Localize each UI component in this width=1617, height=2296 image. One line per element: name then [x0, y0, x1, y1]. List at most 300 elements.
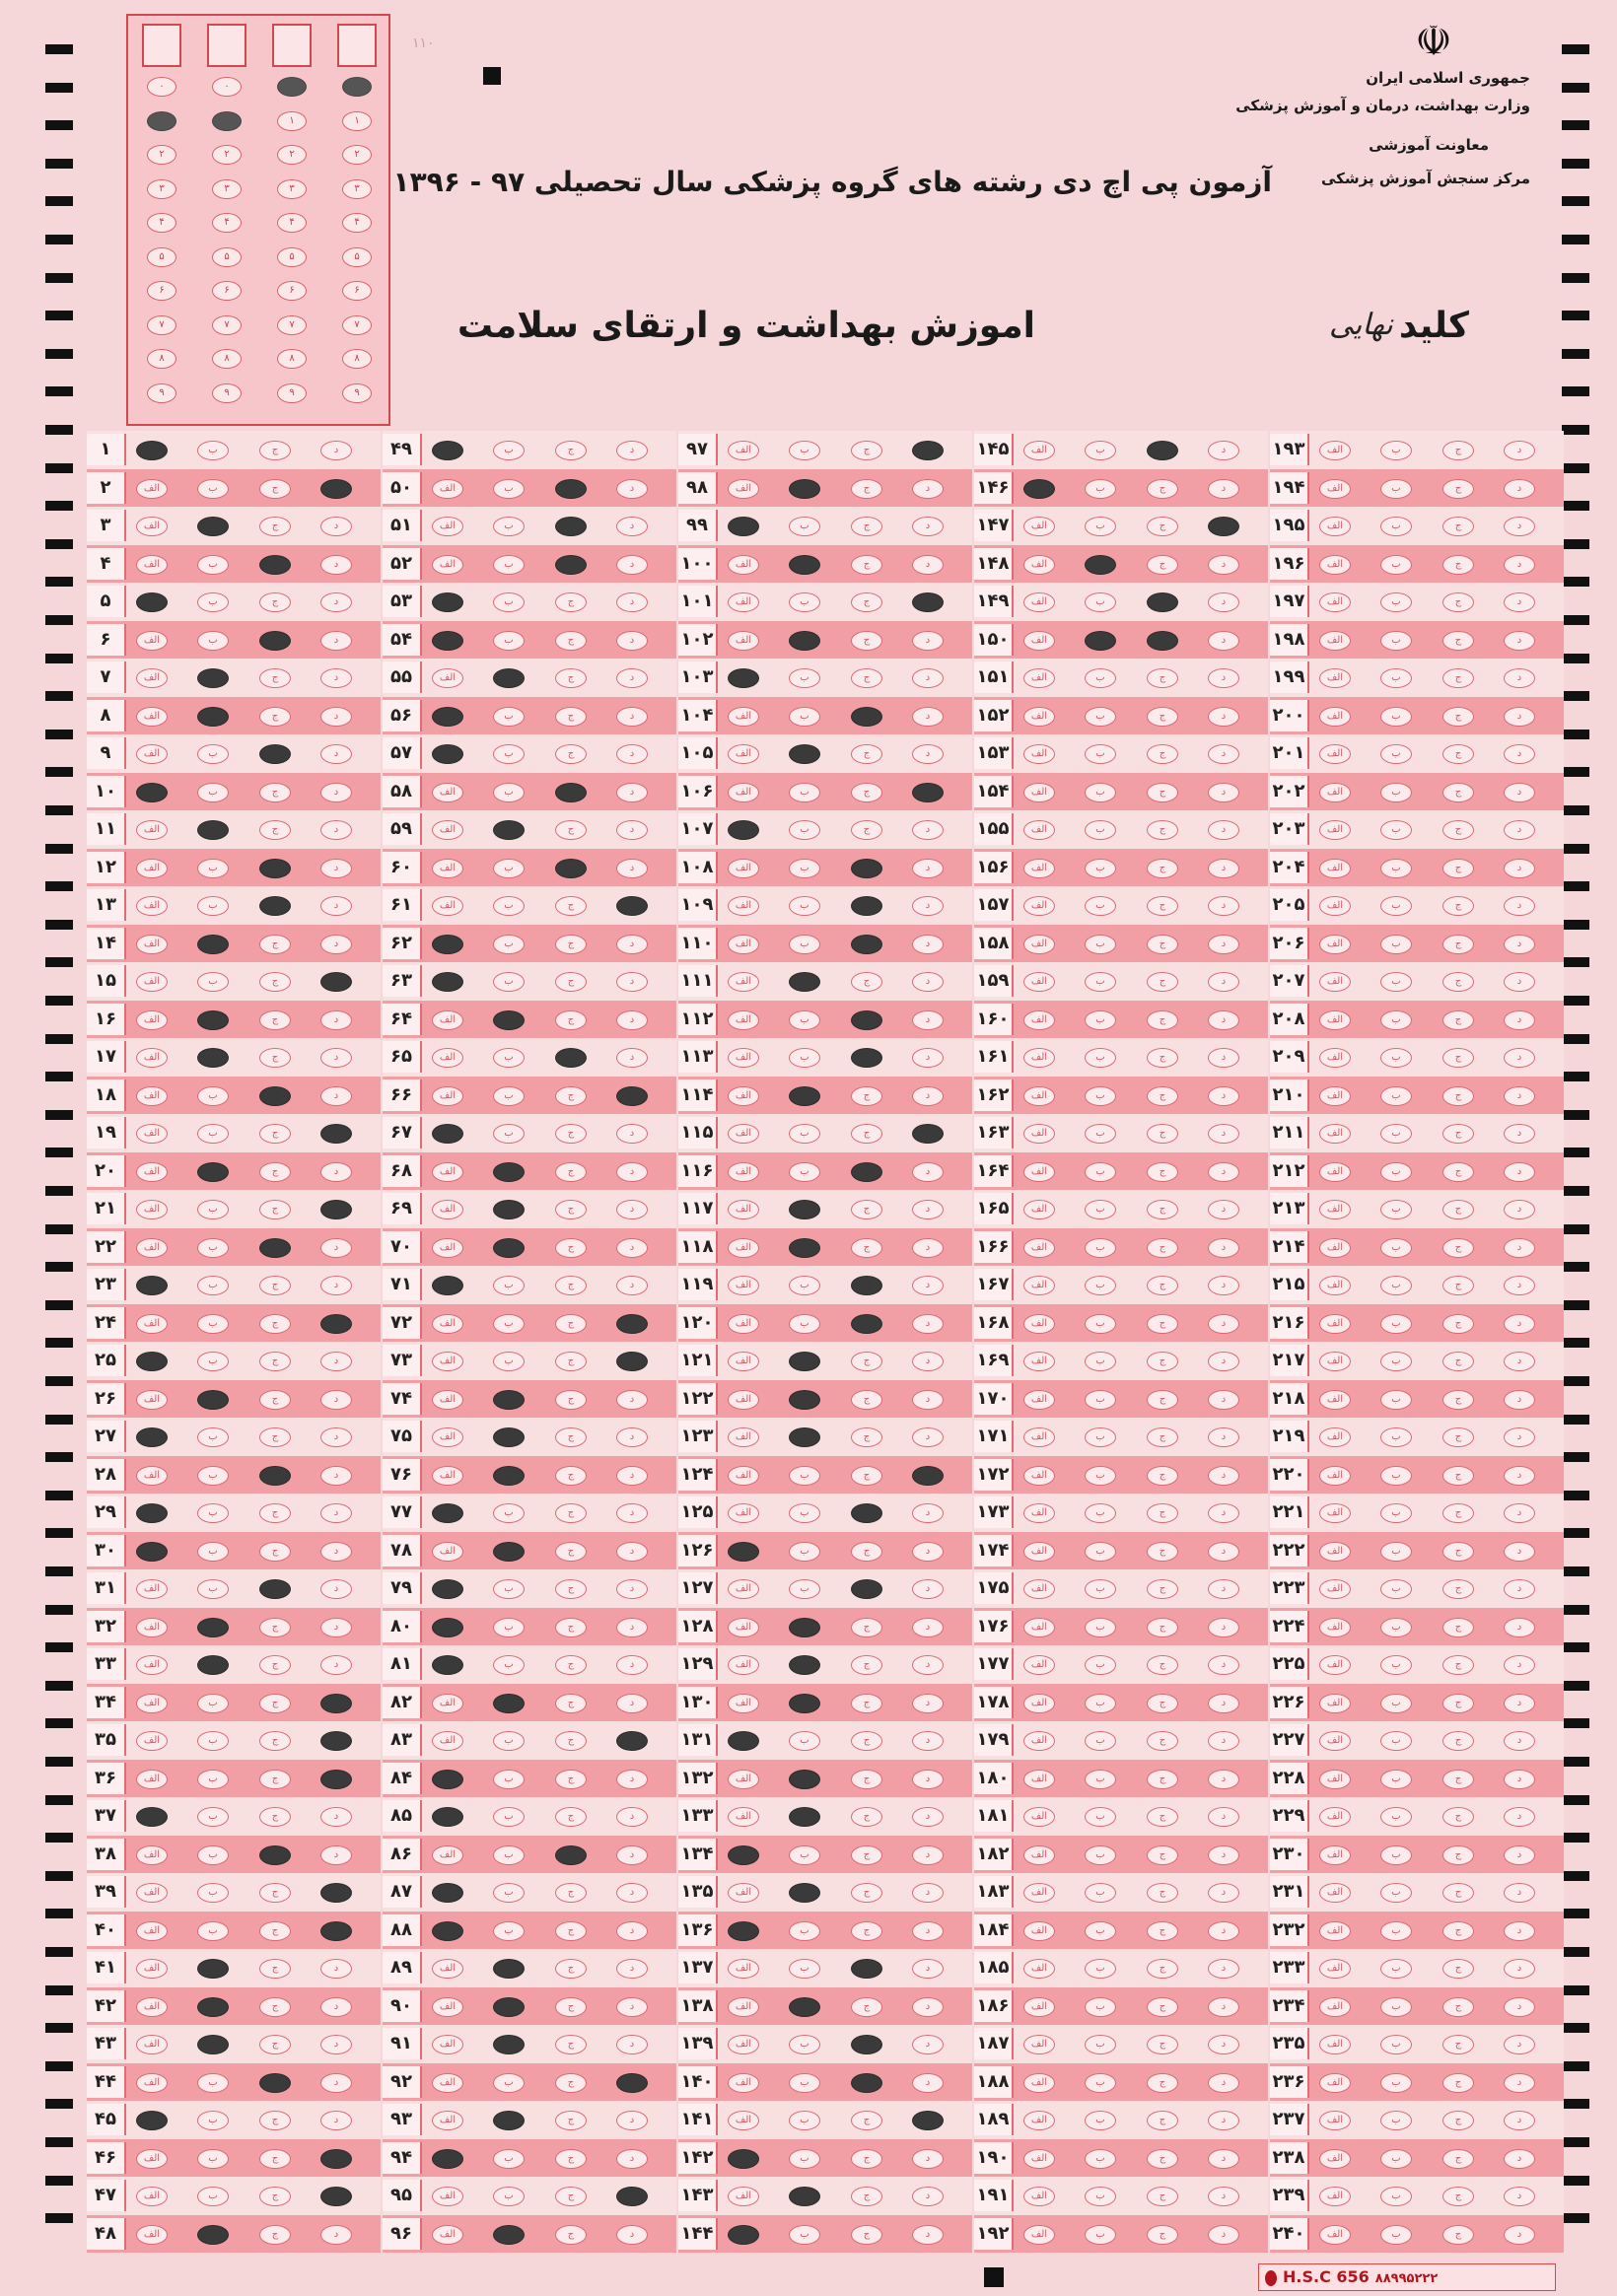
answer-bubble[interactable]: د — [320, 1807, 352, 1827]
answer-bubble[interactable]: ب — [1085, 1770, 1116, 1789]
answer-bubble[interactable] — [789, 555, 820, 575]
answer-bubble[interactable]: ج — [1147, 1694, 1178, 1713]
answer-bubble[interactable]: د — [320, 2035, 352, 2054]
answer-bubble[interactable]: ب — [1085, 2225, 1116, 2245]
answer-bubble[interactable]: الف — [728, 2111, 759, 2130]
answer-bubble[interactable]: ج — [851, 479, 882, 499]
answer-bubble[interactable]: د — [1504, 1314, 1535, 1334]
code-bubble[interactable]: ۶ — [277, 281, 307, 301]
answer-bubble[interactable]: د — [320, 2073, 352, 2093]
answer-bubble[interactable]: ج — [1442, 744, 1474, 764]
answer-bubble[interactable]: ج — [1442, 1921, 1474, 1941]
answer-bubble[interactable]: ب — [1380, 668, 1412, 688]
answer-bubble[interactable]: د — [1208, 1238, 1239, 1258]
answer-bubble[interactable]: ب — [1085, 1542, 1116, 1562]
code-bubble[interactable]: ۴ — [277, 213, 307, 233]
answer-bubble[interactable]: الف — [136, 668, 168, 688]
answer-bubble[interactable]: د — [320, 1238, 352, 1258]
answer-bubble[interactable]: الف — [728, 1238, 759, 1258]
answer-bubble[interactable]: د — [320, 783, 352, 802]
code-digit-box[interactable] — [272, 24, 312, 67]
answer-bubble[interactable]: د — [1208, 1959, 1239, 1979]
answer-bubble[interactable]: ج — [1442, 1997, 1474, 2017]
answer-bubble[interactable]: ب — [493, 441, 525, 460]
answer-bubble[interactable]: ب — [493, 1048, 525, 1068]
answer-bubble[interactable]: د — [616, 631, 648, 651]
answer-bubble[interactable]: د — [1504, 1542, 1535, 1562]
answer-bubble[interactable]: الف — [1023, 2187, 1055, 2206]
answer-bubble[interactable]: ب — [1085, 441, 1116, 460]
answer-bubble[interactable]: ج — [851, 1466, 882, 1486]
answer-bubble[interactable]: ج — [1442, 1655, 1474, 1675]
answer-bubble[interactable]: ب — [1085, 972, 1116, 992]
answer-bubble[interactable]: ب — [1380, 1314, 1412, 1334]
answer-bubble[interactable]: ج — [1442, 2149, 1474, 2169]
answer-bubble[interactable]: ج — [259, 1694, 291, 1713]
answer-bubble[interactable]: ج — [851, 972, 882, 992]
answer-bubble[interactable]: ج — [555, 820, 587, 840]
answer-bubble[interactable]: ب — [789, 783, 820, 802]
answer-bubble[interactable]: الف — [1319, 1770, 1351, 1789]
answer-bubble[interactable]: الف — [1023, 1124, 1055, 1144]
answer-bubble[interactable]: ب — [493, 859, 525, 878]
answer-bubble[interactable]: ج — [851, 2111, 882, 2130]
answer-bubble[interactable]: ج — [259, 1921, 291, 1941]
answer-bubble[interactable]: ج — [259, 1770, 291, 1789]
answer-bubble[interactable] — [728, 1921, 759, 1941]
answer-bubble[interactable]: الف — [728, 1694, 759, 1713]
answer-bubble[interactable] — [197, 2225, 229, 2245]
answer-bubble[interactable]: الف — [1023, 1314, 1055, 1334]
answer-bubble[interactable]: ج — [1442, 1010, 1474, 1030]
answer-bubble[interactable]: د — [912, 1048, 944, 1068]
answer-bubble[interactable]: ج — [1442, 1845, 1474, 1865]
answer-bubble[interactable]: د — [320, 1352, 352, 1371]
answer-bubble[interactable]: ب — [1380, 1466, 1412, 1486]
answer-bubble[interactable]: ب — [1380, 2073, 1412, 2093]
answer-bubble[interactable] — [728, 820, 759, 840]
answer-bubble[interactable]: ج — [851, 668, 882, 688]
answer-bubble[interactable]: ج — [259, 1807, 291, 1827]
answer-bubble[interactable] — [432, 972, 463, 992]
answer-bubble[interactable]: د — [1208, 1010, 1239, 1030]
answer-bubble[interactable]: د — [1208, 1579, 1239, 1599]
answer-bubble[interactable]: الف — [1319, 1694, 1351, 1713]
answer-bubble[interactable]: ب — [1085, 1579, 1116, 1599]
answer-bubble[interactable] — [259, 2073, 291, 2093]
answer-bubble[interactable]: د — [320, 1162, 352, 1182]
answer-bubble[interactable]: ب — [789, 2073, 820, 2093]
answer-bubble[interactable]: الف — [136, 2225, 168, 2245]
answer-bubble[interactable]: ج — [1442, 972, 1474, 992]
answer-bubble[interactable]: د — [320, 707, 352, 727]
answer-bubble[interactable]: الف — [1023, 1200, 1055, 1219]
answer-bubble[interactable]: ب — [789, 1314, 820, 1334]
code-bubble[interactable]: ۵ — [342, 247, 372, 267]
answer-bubble[interactable]: ب — [197, 1276, 229, 1295]
answer-bubble[interactable]: ج — [1442, 783, 1474, 802]
answer-bubble[interactable]: ب — [1085, 1427, 1116, 1447]
answer-bubble[interactable] — [789, 1655, 820, 1675]
answer-bubble[interactable]: الف — [1319, 1162, 1351, 1182]
answer-bubble[interactable]: الف — [1023, 2073, 1055, 2093]
code-bubble[interactable]: ۷ — [342, 315, 372, 335]
answer-bubble[interactable]: الف — [728, 1200, 759, 1219]
answer-bubble[interactable]: ج — [1147, 1655, 1178, 1675]
answer-bubble[interactable]: الف — [1319, 1921, 1351, 1941]
answer-bubble[interactable]: ب — [493, 1845, 525, 1865]
answer-bubble[interactable]: ج — [259, 1162, 291, 1182]
answer-bubble[interactable]: الف — [432, 555, 463, 575]
answer-bubble[interactable]: د — [616, 1238, 648, 1258]
code-bubble[interactable] — [212, 111, 242, 131]
answer-bubble[interactable] — [912, 1124, 944, 1144]
answer-bubble[interactable] — [789, 1086, 820, 1106]
answer-bubble[interactable]: ب — [1085, 1276, 1116, 1295]
answer-bubble[interactable]: د — [1208, 1314, 1239, 1334]
answer-bubble[interactable]: ج — [1442, 1466, 1474, 1486]
answer-bubble[interactable]: د — [1504, 1427, 1535, 1447]
answer-bubble[interactable] — [851, 1959, 882, 1979]
answer-bubble[interactable]: ب — [1085, 517, 1116, 536]
answer-bubble[interactable]: د — [1208, 1276, 1239, 1295]
answer-bubble[interactable]: الف — [136, 1466, 168, 1486]
answer-bubble[interactable]: ج — [1442, 1807, 1474, 1827]
answer-bubble[interactable]: الف — [1023, 2225, 1055, 2245]
answer-bubble[interactable]: ب — [789, 1503, 820, 1523]
answer-bubble[interactable]: ب — [197, 2111, 229, 2130]
answer-bubble[interactable] — [432, 2149, 463, 2169]
answer-bubble[interactable]: د — [912, 1427, 944, 1447]
answer-bubble[interactable]: الف — [728, 1997, 759, 2017]
answer-bubble[interactable]: د — [1208, 1124, 1239, 1144]
answer-bubble[interactable] — [197, 668, 229, 688]
answer-bubble[interactable]: ب — [1085, 1921, 1116, 1941]
answer-bubble[interactable]: د — [912, 935, 944, 954]
answer-bubble[interactable]: ج — [1147, 1466, 1178, 1486]
answer-bubble[interactable]: الف — [728, 1807, 759, 1827]
answer-bubble[interactable] — [259, 744, 291, 764]
answer-bubble[interactable]: ب — [493, 2073, 525, 2093]
answer-bubble[interactable] — [197, 1618, 229, 1637]
answer-bubble[interactable]: ب — [1380, 1845, 1412, 1865]
answer-bubble[interactable]: الف — [1319, 479, 1351, 499]
answer-bubble[interactable] — [320, 2187, 352, 2206]
answer-bubble[interactable]: د — [1504, 592, 1535, 612]
answer-bubble[interactable]: ب — [789, 820, 820, 840]
answer-bubble[interactable]: الف — [728, 1579, 759, 1599]
code-bubble[interactable]: ۱ — [277, 111, 307, 131]
answer-bubble[interactable]: د — [912, 2187, 944, 2206]
answer-bubble[interactable]: ب — [1085, 896, 1116, 916]
answer-bubble[interactable] — [1208, 517, 1239, 536]
answer-bubble[interactable]: د — [616, 2225, 648, 2245]
answer-bubble[interactable]: الف — [136, 2035, 168, 2054]
answer-bubble[interactable]: د — [1504, 1883, 1535, 1903]
answer-bubble[interactable] — [320, 972, 352, 992]
answer-bubble[interactable]: الف — [1319, 935, 1351, 954]
answer-bubble[interactable]: د — [912, 2035, 944, 2054]
answer-bubble[interactable]: الف — [136, 1124, 168, 1144]
answer-bubble[interactable]: ب — [1085, 1390, 1116, 1410]
answer-bubble[interactable]: ج — [259, 1276, 291, 1295]
answer-bubble[interactable]: ب — [789, 2111, 820, 2130]
answer-bubble[interactable] — [493, 1427, 525, 1447]
answer-bubble[interactable]: ب — [1380, 517, 1412, 536]
answer-bubble[interactable] — [432, 1618, 463, 1637]
answer-bubble[interactable]: ب — [493, 1314, 525, 1334]
answer-bubble[interactable] — [616, 1352, 648, 1371]
answer-bubble[interactable]: د — [1504, 1124, 1535, 1144]
answer-bubble[interactable]: الف — [1023, 972, 1055, 992]
answer-bubble[interactable]: ج — [851, 2149, 882, 2169]
answer-bubble[interactable] — [432, 592, 463, 612]
answer-bubble[interactable]: ب — [1380, 479, 1412, 499]
code-bubble[interactable]: ۲ — [212, 145, 242, 165]
answer-bubble[interactable]: ج — [1147, 555, 1178, 575]
answer-bubble[interactable]: د — [320, 744, 352, 764]
answer-bubble[interactable]: ج — [555, 1770, 587, 1789]
answer-bubble[interactable]: الف — [1023, 1883, 1055, 1903]
answer-bubble[interactable]: د — [320, 592, 352, 612]
answer-bubble[interactable]: الف — [1023, 820, 1055, 840]
answer-bubble[interactable]: ج — [1147, 1883, 1178, 1903]
answer-bubble[interactable]: ب — [197, 744, 229, 764]
answer-bubble[interactable]: ج — [1147, 1390, 1178, 1410]
answer-bubble[interactable]: د — [1504, 707, 1535, 727]
answer-bubble[interactable]: ب — [1380, 2225, 1412, 2245]
answer-bubble[interactable]: د — [1208, 2073, 1239, 2093]
answer-bubble[interactable]: ج — [259, 1048, 291, 1068]
answer-bubble[interactable]: د — [1208, 1694, 1239, 1713]
answer-bubble[interactable]: ب — [789, 2149, 820, 2169]
answer-bubble[interactable]: الف — [136, 1048, 168, 1068]
answer-bubble[interactable] — [136, 1807, 168, 1827]
answer-bubble[interactable]: د — [616, 1997, 648, 2017]
answer-bubble[interactable]: الف — [136, 1618, 168, 1637]
answer-bubble[interactable] — [616, 2073, 648, 2093]
answer-bubble[interactable]: الف — [1023, 1352, 1055, 1371]
answer-bubble[interactable] — [136, 1542, 168, 1562]
answer-bubble[interactable]: ج — [555, 2035, 587, 2054]
answer-bubble[interactable] — [432, 1770, 463, 1789]
answer-bubble[interactable]: ج — [1147, 935, 1178, 954]
answer-bubble[interactable]: الف — [432, 2111, 463, 2130]
answer-bubble[interactable] — [432, 1579, 463, 1599]
answer-bubble[interactable]: ج — [1442, 1427, 1474, 1447]
answer-bubble[interactable]: د — [616, 1427, 648, 1447]
answer-bubble[interactable]: د — [320, 441, 352, 460]
answer-bubble[interactable]: ج — [259, 1427, 291, 1447]
answer-bubble[interactable]: الف — [1023, 1503, 1055, 1523]
answer-bubble[interactable] — [616, 1314, 648, 1334]
answer-bubble[interactable]: د — [1208, 1162, 1239, 1182]
answer-bubble[interactable]: د — [912, 972, 944, 992]
answer-bubble[interactable]: ب — [197, 2149, 229, 2169]
answer-bubble[interactable]: الف — [1319, 1542, 1351, 1562]
answer-bubble[interactable] — [789, 1883, 820, 1903]
answer-bubble[interactable]: ج — [851, 555, 882, 575]
answer-bubble[interactable]: ج — [555, 1959, 587, 1979]
answer-bubble[interactable]: ج — [1442, 1503, 1474, 1523]
answer-bubble[interactable]: ب — [1085, 783, 1116, 802]
answer-bubble[interactable]: الف — [1319, 517, 1351, 536]
answer-bubble[interactable]: الف — [432, 668, 463, 688]
answer-bubble[interactable]: ج — [555, 707, 587, 727]
answer-bubble[interactable]: ب — [1380, 631, 1412, 651]
answer-bubble[interactable] — [136, 1427, 168, 1447]
answer-bubble[interactable]: ج — [851, 1921, 882, 1941]
answer-bubble[interactable]: ب — [493, 1655, 525, 1675]
answer-bubble[interactable]: ب — [789, 1542, 820, 1562]
answer-bubble[interactable]: الف — [136, 479, 168, 499]
answer-bubble[interactable]: الف — [1023, 1048, 1055, 1068]
answer-bubble[interactable]: ج — [1442, 441, 1474, 460]
answer-bubble[interactable]: ب — [493, 1276, 525, 1295]
answer-bubble[interactable]: د — [912, 2073, 944, 2093]
answer-bubble[interactable]: د — [1504, 1770, 1535, 1789]
answer-bubble[interactable] — [197, 1162, 229, 1182]
answer-bubble[interactable] — [493, 1238, 525, 1258]
code-bubble[interactable]: ۶ — [342, 281, 372, 301]
answer-bubble[interactable] — [259, 631, 291, 651]
answer-bubble[interactable]: ج — [1442, 1542, 1474, 1562]
answer-bubble[interactable]: ج — [555, 1883, 587, 1903]
answer-bubble[interactable]: ج — [555, 1010, 587, 1030]
answer-bubble[interactable]: ب — [1085, 1010, 1116, 1030]
answer-bubble[interactable]: د — [1504, 1352, 1535, 1371]
answer-bubble[interactable]: ب — [1380, 972, 1412, 992]
answer-bubble[interactable]: د — [320, 1276, 352, 1295]
answer-bubble[interactable]: ب — [1085, 1845, 1116, 1865]
answer-bubble[interactable]: د — [912, 1542, 944, 1562]
answer-bubble[interactable]: ب — [1085, 1124, 1116, 1144]
answer-bubble[interactable]: ب — [1380, 1048, 1412, 1068]
answer-bubble[interactable]: د — [616, 1959, 648, 1979]
answer-bubble[interactable] — [432, 441, 463, 460]
answer-bubble[interactable]: د — [320, 1010, 352, 1030]
answer-bubble[interactable]: الف — [432, 1314, 463, 1334]
answer-bubble[interactable] — [493, 1010, 525, 1030]
answer-bubble[interactable]: الف — [1319, 1731, 1351, 1751]
answer-bubble[interactable]: الف — [728, 1086, 759, 1106]
answer-bubble[interactable]: ب — [197, 1124, 229, 1144]
answer-bubble[interactable]: الف — [1319, 1579, 1351, 1599]
answer-bubble[interactable]: الف — [728, 1390, 759, 1410]
answer-bubble[interactable]: د — [1504, 1390, 1535, 1410]
answer-bubble[interactable]: ب — [493, 1503, 525, 1523]
answer-bubble[interactable]: د — [616, 2149, 648, 2169]
answer-bubble[interactable]: ب — [1085, 1314, 1116, 1334]
answer-bubble[interactable]: ب — [493, 555, 525, 575]
answer-bubble[interactable]: ب — [789, 859, 820, 878]
answer-bubble[interactable]: ج — [555, 1503, 587, 1523]
answer-bubble[interactable] — [197, 1390, 229, 1410]
answer-bubble[interactable] — [432, 1124, 463, 1144]
answer-bubble[interactable]: الف — [1023, 1959, 1055, 1979]
answer-bubble[interactable]: الف — [1319, 1124, 1351, 1144]
answer-bubble[interactable]: ج — [1147, 479, 1178, 499]
answer-bubble[interactable] — [728, 1845, 759, 1865]
answer-bubble[interactable]: د — [616, 1845, 648, 1865]
answer-bubble[interactable] — [851, 1010, 882, 1030]
answer-bubble[interactable]: د — [912, 1655, 944, 1675]
answer-bubble[interactable] — [851, 1048, 882, 1068]
answer-bubble[interactable]: د — [616, 668, 648, 688]
answer-bubble[interactable]: ب — [1380, 783, 1412, 802]
answer-bubble[interactable]: ج — [851, 783, 882, 802]
answer-bubble[interactable]: ج — [1442, 2225, 1474, 2245]
answer-bubble[interactable]: د — [320, 1086, 352, 1106]
answer-bubble[interactable] — [493, 1162, 525, 1182]
answer-bubble[interactable] — [320, 1770, 352, 1789]
answer-bubble[interactable]: د — [320, 1390, 352, 1410]
answer-bubble[interactable]: ج — [1147, 2187, 1178, 2206]
answer-bubble[interactable]: د — [320, 1959, 352, 1979]
answer-bubble[interactable]: د — [912, 1770, 944, 1789]
answer-bubble[interactable]: الف — [728, 1124, 759, 1144]
answer-bubble[interactable]: ج — [851, 820, 882, 840]
answer-bubble[interactable] — [136, 1503, 168, 1523]
answer-bubble[interactable]: ج — [1147, 1579, 1178, 1599]
answer-bubble[interactable] — [851, 1162, 882, 1182]
answer-bubble[interactable]: ج — [555, 1427, 587, 1447]
answer-bubble[interactable] — [432, 1655, 463, 1675]
answer-bubble[interactable]: ج — [1442, 1959, 1474, 1979]
answer-bubble[interactable]: ج — [259, 1731, 291, 1751]
answer-bubble[interactable]: الف — [136, 707, 168, 727]
answer-bubble[interactable]: الف — [432, 1959, 463, 1979]
answer-bubble[interactable]: د — [616, 1770, 648, 1789]
answer-bubble[interactable]: ج — [1442, 1770, 1474, 1789]
answer-bubble[interactable]: ب — [789, 935, 820, 954]
answer-bubble[interactable]: الف — [432, 2073, 463, 2093]
answer-bubble[interactable] — [320, 1124, 352, 1144]
code-bubble[interactable]: ۸ — [147, 349, 176, 369]
answer-bubble[interactable]: الف — [1023, 1390, 1055, 1410]
answer-bubble[interactable]: الف — [728, 1162, 759, 1182]
answer-bubble[interactable]: الف — [1319, 441, 1351, 460]
answer-bubble[interactable]: الف — [136, 517, 168, 536]
answer-bubble[interactable] — [728, 2225, 759, 2245]
answer-bubble[interactable] — [789, 1200, 820, 1219]
answer-bubble[interactable]: الف — [136, 2187, 168, 2206]
answer-bubble[interactable]: ب — [789, 1731, 820, 1751]
answer-bubble[interactable]: د — [616, 517, 648, 536]
answer-bubble[interactable]: الف — [136, 1770, 168, 1789]
answer-bubble[interactable]: ب — [1380, 1618, 1412, 1637]
answer-bubble[interactable]: د — [1504, 1086, 1535, 1106]
answer-bubble[interactable]: ج — [1147, 1997, 1178, 2017]
answer-bubble[interactable]: الف — [136, 744, 168, 764]
answer-bubble[interactable]: الف — [1023, 1086, 1055, 1106]
answer-bubble[interactable]: ج — [1442, 2035, 1474, 2054]
answer-bubble[interactable] — [136, 1276, 168, 1295]
answer-bubble[interactable] — [912, 1466, 944, 1486]
answer-bubble[interactable]: ب — [1380, 1997, 1412, 2017]
answer-bubble[interactable]: ج — [555, 2073, 587, 2093]
answer-bubble[interactable] — [432, 935, 463, 954]
code-bubble[interactable]: ۳ — [147, 179, 176, 199]
answer-bubble[interactable]: ج — [1442, 631, 1474, 651]
answer-bubble[interactable] — [136, 1352, 168, 1371]
answer-bubble[interactable]: ج — [851, 744, 882, 764]
answer-bubble[interactable]: د — [1208, 2187, 1239, 2206]
answer-bubble[interactable]: د — [1208, 1883, 1239, 1903]
answer-bubble[interactable]: الف — [136, 1200, 168, 1219]
answer-bubble[interactable]: الف — [432, 517, 463, 536]
answer-bubble[interactable]: الف — [1023, 631, 1055, 651]
